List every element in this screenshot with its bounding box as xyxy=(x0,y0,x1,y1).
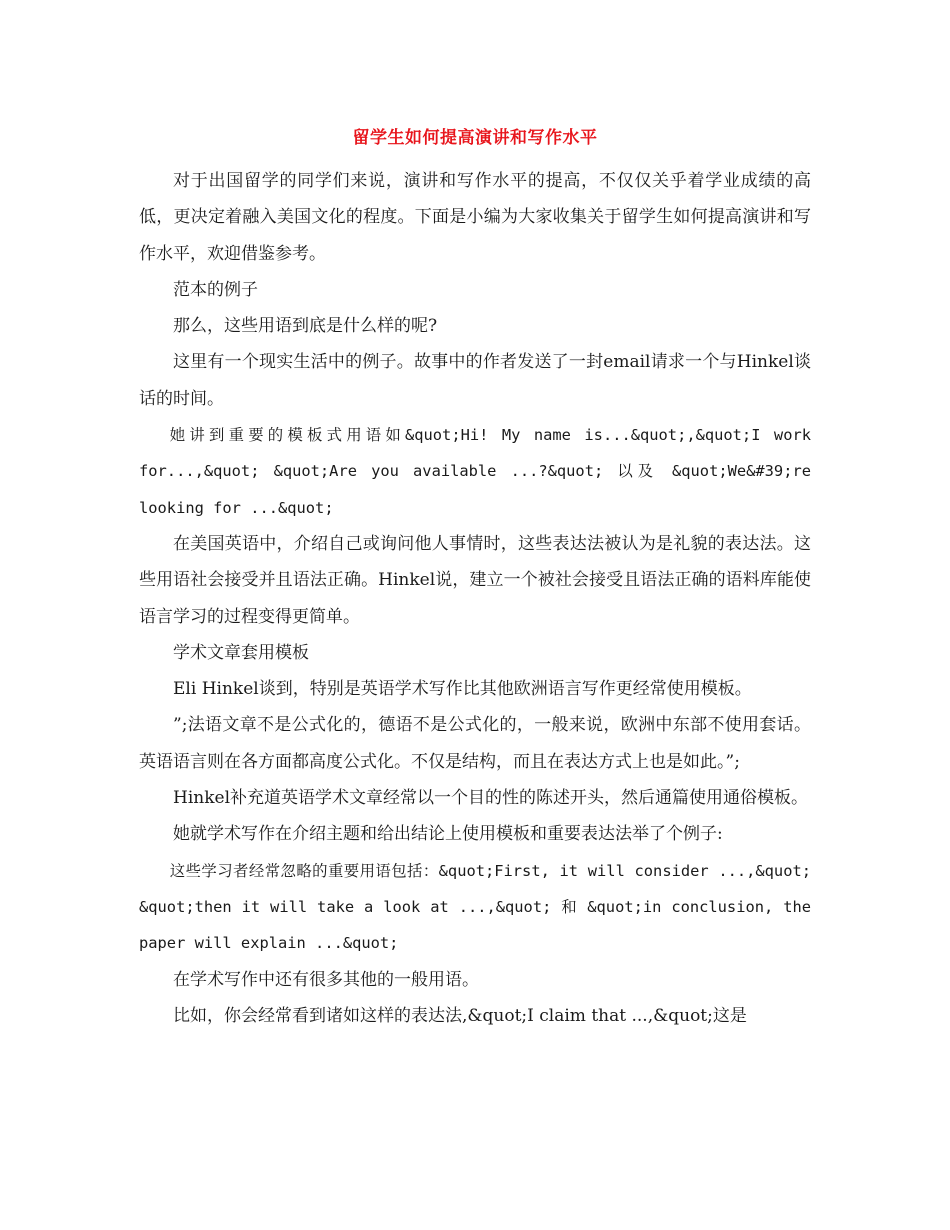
paragraph-other-phrases: 在学术写作中还有很多其他的一般用语。 xyxy=(173,969,479,990)
paragraph-example-intro: 她就学术写作在介绍主题和给出结论上使用模板和重要表达法举了个例子: xyxy=(173,824,723,845)
paragraph-template-phrases: 她讲到重要的模板式用语如&quot;Hi! My name is...&quot;,&quot;I work for...,&quot; &quot;Are you available ...?&quot; 以及 &quot;We&#39;re looking for ...&quot; xyxy=(139,426,811,517)
paragraph-eli-hinkel: Eli Hinkel谈到，特别是英语学术写作比其他欧洲语言写作更经常使用模板。 xyxy=(173,679,752,700)
document-title: 留学生如何提高演讲和写作水平 xyxy=(352,128,598,148)
paragraph-real-example: 这里有一个现实生活中的例子。故事中的作者发送了一封email请求一个与Hinkel谈话的时间。 xyxy=(139,352,811,409)
paragraph-key-phrases: 这些学习者经常忽略的重要用语包括：&quot;First, it will consider ...,&quot; &quot;then it will take a look at ...,&quot; 和 &quot;in conclusion, the paper will explain ...&quot; xyxy=(139,861,811,953)
paragraph-question: 那么，这些用语到底是什么样的呢? xyxy=(173,316,438,337)
heading-example: 范本的例子 xyxy=(173,279,258,300)
heading-academic-templates: 学术文章套用模板 xyxy=(173,642,309,663)
paragraph-intro: 对于出国留学的同学们来说，演讲和写作水平的提高，不仅仅关乎着学业成绩的高低，更决定着融入美国文化的程度。下面是小编为大家收集关于留学生如何提高演讲和写作水平，欢迎借鉴参考。 xyxy=(139,171,811,264)
document-body xyxy=(139,163,811,1034)
paragraph-claim-example: 比如，你会经常看到诸如这样的表达法,&quot;I claim that ...,&quot;这是 xyxy=(173,1005,747,1026)
paragraph-hinkel-added: Hinkel补充道英语学术文章经常以一个目的性的陈述开头，然后通篇使用通俗模板。 xyxy=(173,788,809,809)
paragraph-quote-formulaic: ”;法语文章不是公式化的，德语不是公式化的，一般来说，欧洲中东部不使用套话。英语语言则在各方面都高度公式化。不仅是结构，而且在表达方式上也是如此。”; xyxy=(139,715,811,772)
paragraph-american-english: 在美国英语中，介绍自己或询问他人事情时，这些表达法被认为是礼貌的表达法。这些用语社会接受并且语法正确。Hinkel说，建立一个被社会接受且语法正确的语料库能使语言学习的过程变得更简单。 xyxy=(139,533,811,627)
